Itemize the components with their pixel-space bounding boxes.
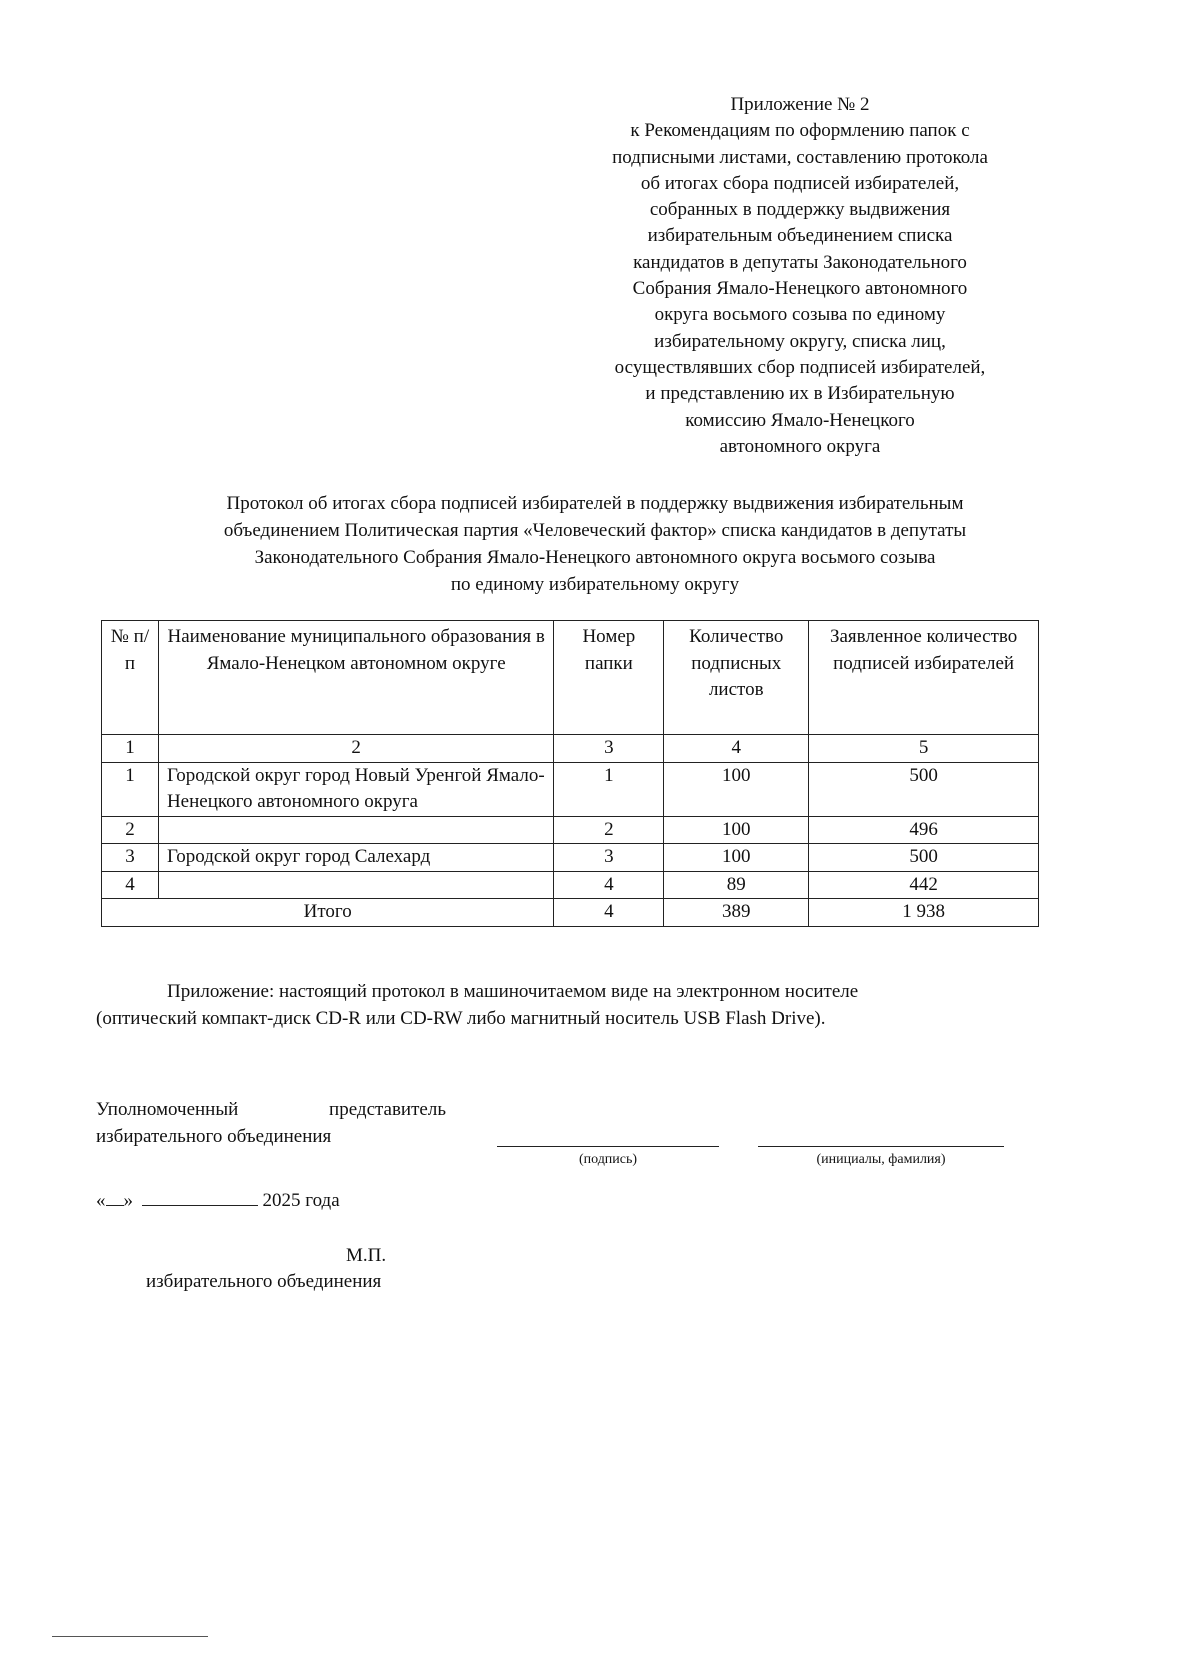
month-blank	[142, 1191, 258, 1206]
row-folder: 2	[554, 816, 664, 844]
appendix-header-line: осуществлявших сбор подписей избирателей,	[614, 356, 986, 378]
header-cell-signatures: Заявленное количество подписей избирателей	[809, 621, 1039, 735]
total-sheets: 389	[664, 899, 809, 927]
row-sheets: 100	[664, 844, 809, 872]
row-municipality: Городской округ город Салехард	[158, 844, 553, 872]
header-cell-sheets: Количество подписных листов	[664, 621, 809, 735]
row-signatures: 442	[809, 871, 1039, 899]
row-signatures: 500	[809, 844, 1039, 872]
total-folder: 4	[554, 899, 664, 927]
representative-title	[96, 1099, 446, 1121]
appendix-header-line: подписными листами, составлению протокола	[612, 146, 988, 168]
attachment-note	[96, 978, 1046, 1032]
date-close-quote: »	[123, 1190, 133, 1211]
column-number: 1	[102, 735, 159, 763]
column-number: 3	[554, 735, 664, 763]
appendix-header	[555, 92, 1045, 460]
row-index: 3	[102, 844, 159, 872]
initials-line	[758, 1146, 1004, 1147]
appendix-header-line: и представлению их в Избирательную	[645, 383, 955, 405]
appendix-header-line: избирательным объединением списка	[647, 225, 953, 247]
day-blank	[106, 1191, 124, 1206]
protocol-title-line: Законодательного Собрания Ямало-Ненецкого автономного округа восьмого созыва	[254, 547, 936, 568]
protocol-title-line: Протокол об итогах сбора подписей избирателей в поддержку выдвижения избирательным	[226, 493, 964, 514]
protocol-title-line: по единому избирательному округу	[450, 574, 740, 595]
protocol-title-line: объединением Политическая партия «Человеческий фактор» списка кандидатов в депутаты	[223, 520, 967, 541]
table-row	[102, 871, 1039, 899]
appendix-header-line: избирательному округу, списка лиц,	[654, 330, 946, 352]
header-cell-index: № п/п	[102, 621, 159, 735]
row-index: 1	[102, 762, 159, 816]
column-number: 2	[158, 735, 553, 763]
row-folder: 1	[554, 762, 664, 816]
signature-line	[497, 1146, 719, 1147]
row-municipality	[158, 816, 553, 844]
appendix-header-line: собранных в поддержку выдвижения	[649, 199, 951, 221]
row-folder: 3	[554, 844, 664, 872]
row-signatures: 500	[809, 762, 1039, 816]
stamp-org: избирательного объединения	[146, 1271, 382, 1292]
appendix-header-line: об итогах сбора подписей избирателей,	[640, 172, 960, 194]
attachment-note-line: (оптический компакт-диск CD-R или CD-RW либо магнитный носитель USB Flash Drive).	[96, 1008, 826, 1029]
appendix-header-line: Приложение № 2	[730, 94, 870, 115]
header-cell-municipality: Наименование муниципального образования в Ямало-Ненецком автономном округе	[158, 621, 553, 735]
header-cell-folder: Номер папки	[554, 621, 664, 735]
date-line	[96, 1190, 340, 1212]
total-row	[102, 899, 1039, 927]
stamp-label: М.П.	[346, 1245, 387, 1266]
attachment-note-line: Приложение: настоящий протокол в машиночитаемом виде на электронном носителе	[167, 981, 859, 1002]
total-signatures: 1 938	[809, 899, 1039, 927]
column-number: 5	[809, 735, 1039, 763]
signature-caption: (подпись)	[578, 1152, 638, 1167]
initials-caption: (инициалы, фамилия)	[816, 1152, 946, 1167]
column-number: 4	[664, 735, 809, 763]
table-row	[102, 816, 1039, 844]
appendix-header-line: кандидатов в депутаты Законодательного	[633, 251, 967, 273]
appendix-header-line: округа восьмого созыва по единому	[654, 304, 946, 326]
appendix-header-line: комиссию Ямало-Ненецкого	[685, 409, 915, 431]
table-row	[102, 762, 1039, 816]
appendix-header-line: автономного округа	[719, 435, 881, 457]
column-number-row	[102, 735, 1039, 763]
footnote-rule	[52, 1636, 208, 1637]
results-table	[101, 620, 1039, 927]
row-folder: 4	[554, 871, 664, 899]
row-sheets: 100	[664, 762, 809, 816]
row-signatures: 496	[809, 816, 1039, 844]
date-open-quote: «	[96, 1190, 106, 1211]
appendix-header-line: Собрания Ямало-Ненецкого автономного	[632, 278, 968, 300]
table-row	[102, 844, 1039, 872]
representative-word: представитель	[329, 1099, 446, 1120]
appendix-header-line: к Рекомендациям по оформлению папок с	[630, 120, 970, 142]
row-sheets: 100	[664, 816, 809, 844]
table-header-row	[102, 621, 1039, 735]
date-year: 2025 года	[262, 1190, 340, 1211]
representative-org: избирательного объединения	[96, 1126, 332, 1147]
total-label: Итого	[102, 899, 554, 927]
row-municipality: Городской округ город Новый Уренгой Ямало-Ненецкого автономного округа	[158, 762, 553, 816]
representative-word: Уполномоченный	[96, 1099, 239, 1120]
row-index: 4	[102, 871, 159, 899]
row-sheets: 89	[664, 871, 809, 899]
protocol-title	[80, 490, 1110, 598]
row-municipality	[158, 871, 553, 899]
row-index: 2	[102, 816, 159, 844]
